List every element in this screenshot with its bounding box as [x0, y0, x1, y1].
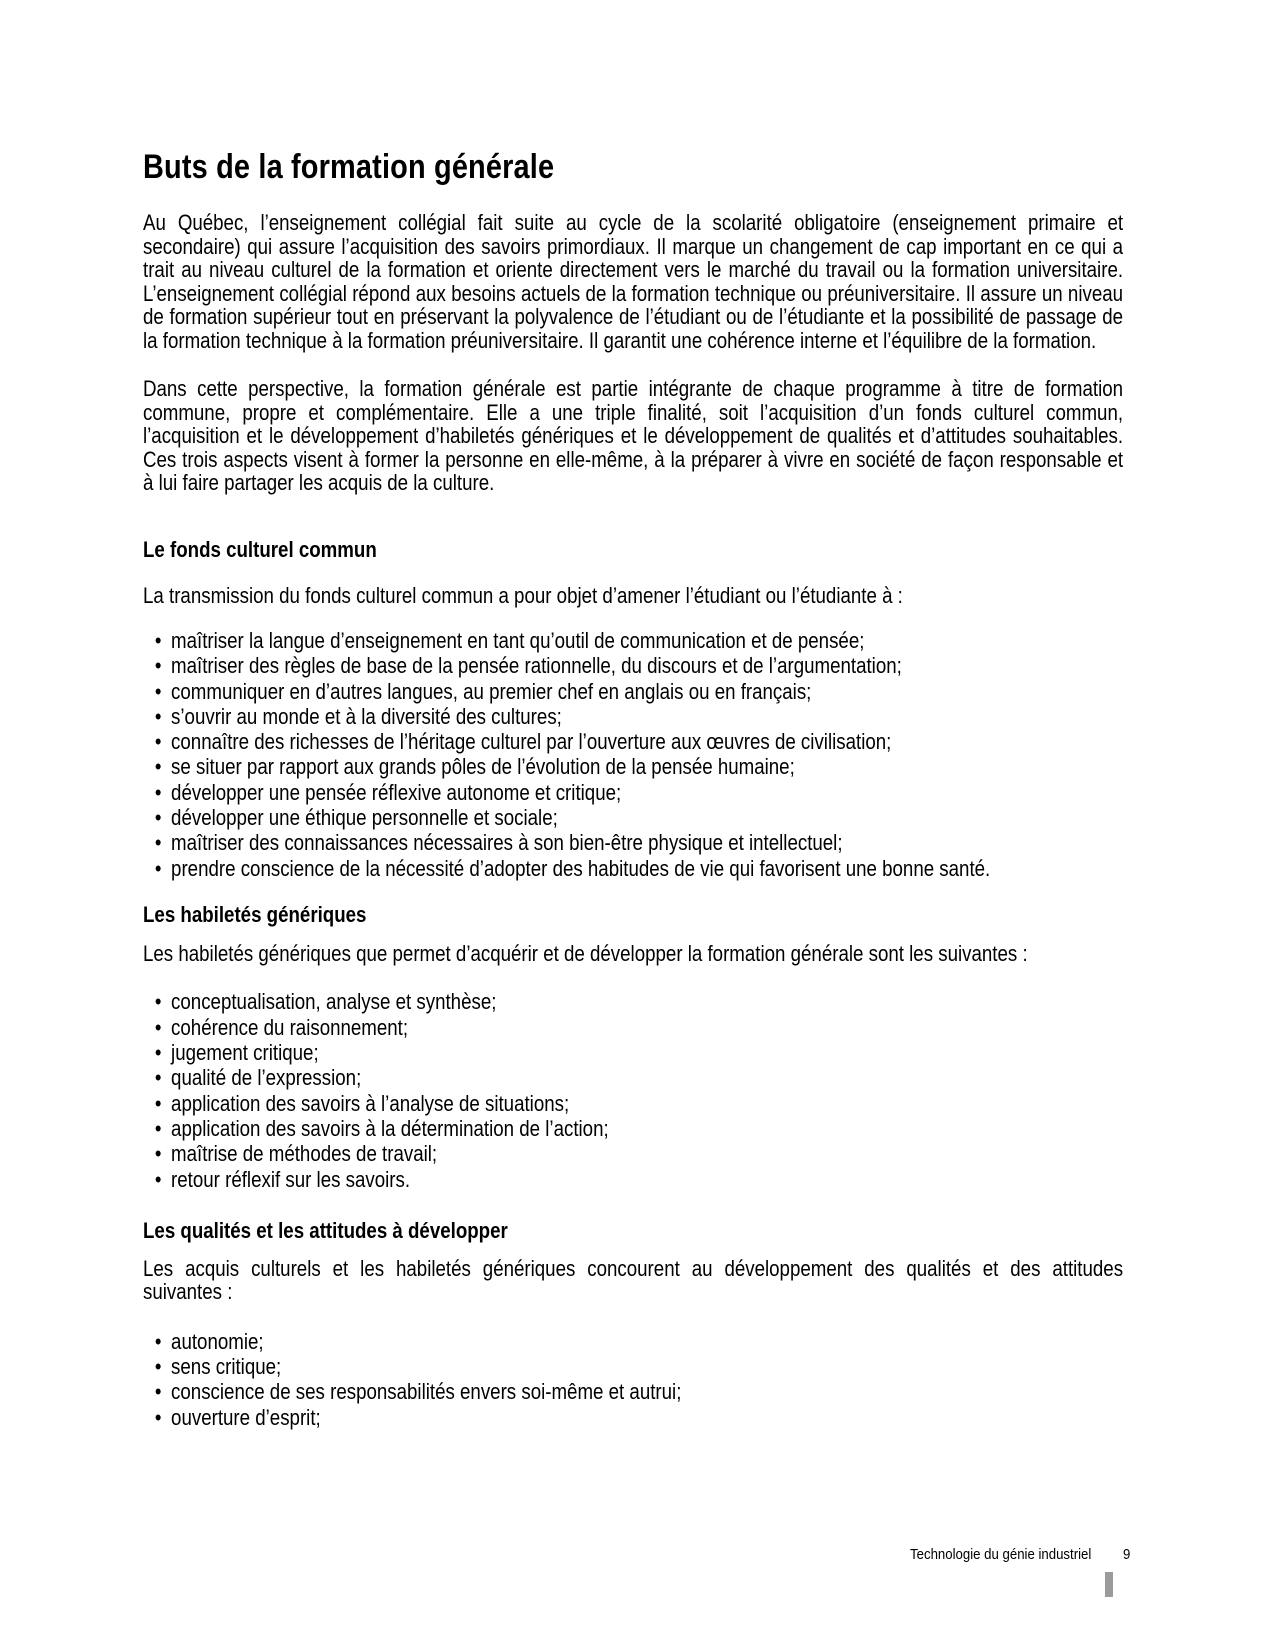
list-item: • application des savoirs à l’analyse de situations;	[143, 1091, 1123, 1116]
section-heading-fonds-culturel: Le fonds culturel commun	[143, 536, 377, 562]
list-item: • maîtriser la langue d’enseignement en tant qu’outil de communication et de pensée;	[143, 628, 1123, 653]
list-item: • conscience de ses responsabilités envers soi-même et autrui;	[143, 1379, 1123, 1404]
list-item: • se situer par rapport aux grands pôles de l’évolution de la pensée humaine;	[143, 754, 1123, 779]
list-item: • ouverture d’esprit;	[143, 1405, 1123, 1430]
list-item: • développer une pensée réflexive autonome et critique;	[143, 780, 1123, 805]
page-content	[143, 0, 1123, 1430]
bullet-list-fonds-culturel	[143, 628, 1123, 881]
intro-paragraph-1: Au Québec, l’enseignement collégial fait suite au cycle de la scolarité obligatoire (enseignement primaire et secondaire) qui assure l’acquisition des savoirs primordiaux. Il marque un changement de cap important en ce qui a trait au niveau culturel de la formation et oriente directement vers le marché du travail ou la formation universitaire. L’enseignement collégial répond aux besoins actuels de la formation technique ou préuniversitaire. Il assure un niveau de formation supérieur tout en préservant la polyvalence de l’étudiant ou de l’étudiante et la possibilité de passage de la formation technique à la formation préuniversitaire. Il garantit une cohérence interne et l’équilibre de la formation.	[143, 210, 1124, 353]
section-intro-qualites-attitudes: Les acquis culturels et les habiletés génériques concourent au développement des qualités et des attitudes suivantes :	[143, 1255, 1124, 1305]
list-item: • communiquer en d’autres langues, au premier chef en anglais ou en français;	[143, 679, 1123, 704]
list-item: • autonomie;	[143, 1329, 1123, 1354]
list-item: • maîtrise de méthodes de travail;	[143, 1141, 1123, 1166]
intro-paragraph-2: Dans cette perspective, la formation générale est partie intégrante de chaque programme à titre de formation commune, propre et complémentaire. Elle a une triple finalité, soit l’acquisition d’un fonds culturel commun, l’acquisition et le développement d’habiletés génériques et le développement de qualités et d’attitudes souhaitables. Ces trois aspects visent à former la personne en elle-même, à la préparer à vivre en société de façon responsable et à lui faire partager les acquis de la culture.	[143, 376, 1124, 495]
list-item: • qualité de l’expression;	[143, 1065, 1123, 1090]
bullet-list-habiletes-generiques	[143, 989, 1123, 1191]
list-item: • sens critique;	[143, 1354, 1123, 1379]
list-item: • retour réflexif sur les savoirs.	[143, 1167, 1123, 1192]
list-item: • jugement critique;	[143, 1040, 1123, 1065]
list-item: • cohérence du raisonnement;	[143, 1015, 1123, 1040]
page-title: Buts de la formation générale	[143, 148, 555, 186]
bullet-list-qualites-attitudes	[143, 1329, 1123, 1430]
footer-document-title: Technologie du génie industriel	[909, 1546, 1091, 1563]
section-heading-qualites-attitudes: Les qualités et les attitudes à développer	[143, 1217, 508, 1243]
section-intro-fonds-culturel: La transmission du fonds culturel commun a pour objet d’amener l’étudiant ou l’étudiante à :	[143, 582, 903, 608]
list-item: • conceptualisation, analyse et synthèse;	[143, 989, 1123, 1014]
list-item: • connaître des richesses de l’héritage culturel par l’ouverture aux œuvres de civilisation;	[143, 729, 1123, 754]
list-item: • application des savoirs à la détermination de l’action;	[143, 1116, 1123, 1141]
footer-page-number: 9	[1122, 1546, 1130, 1563]
page-footer	[910, 1546, 1130, 1563]
list-item: • prendre conscience de la nécessité d’adopter des habitudes de vie qui favorisent une bonne santé.	[143, 856, 1123, 881]
section-heading-habiletes-generiques: Les habiletés génériques	[143, 901, 367, 927]
section-intro-habiletes-generiques: Les habiletés génériques que permet d’acquérir et de développer la formation générale sont les suivantes :	[143, 940, 1028, 966]
list-item: • s’ouvrir au monde et à la diversité des cultures;	[143, 704, 1123, 729]
list-item: • maîtriser des connaissances nécessaires à son bien-être physique et intellectuel;	[143, 830, 1123, 855]
list-item: • maîtriser des règles de base de la pensée rationnelle, du discours et de l’argumentation;	[143, 653, 1123, 678]
gray-bar-marker	[1105, 1572, 1113, 1597]
list-item: • développer une éthique personnelle et sociale;	[143, 805, 1123, 830]
